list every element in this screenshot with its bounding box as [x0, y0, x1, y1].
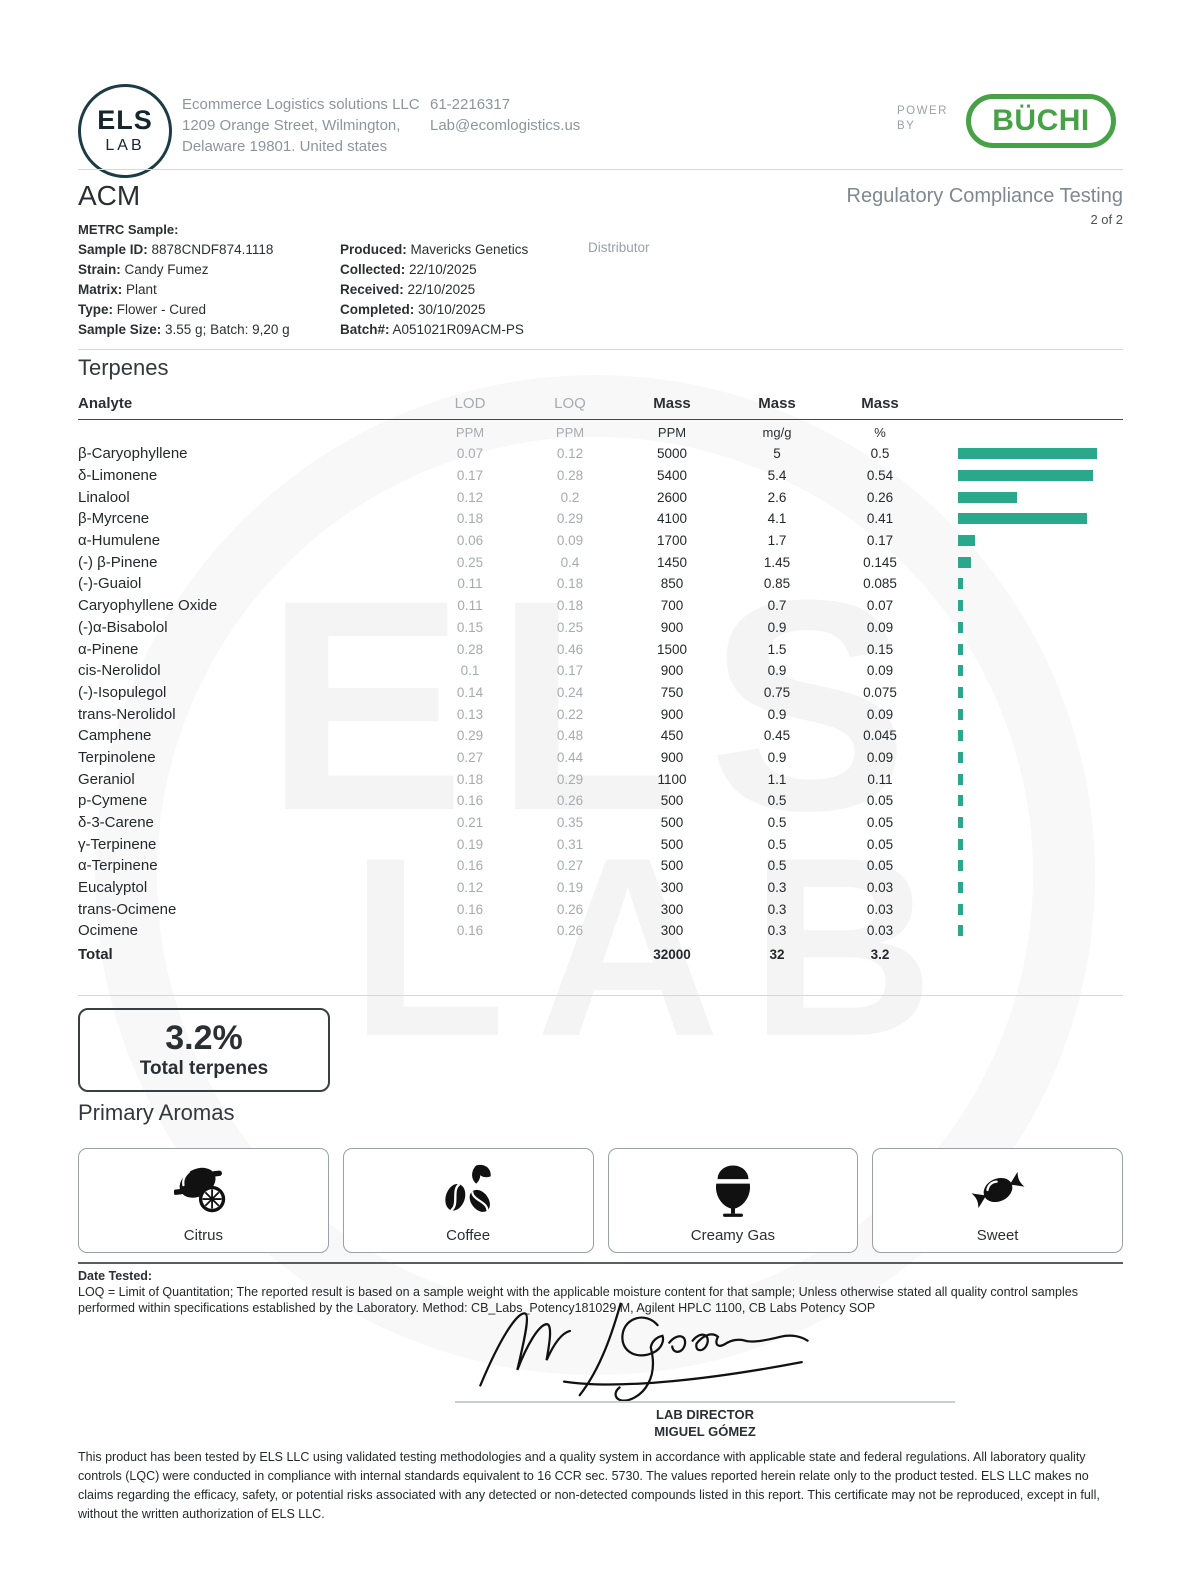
mass-mgg-value: 0.75	[763, 684, 791, 700]
mass-ppm-value: 850	[660, 576, 684, 592]
legal-disclaimer: This product has been tested by ELS LLC using validated testing methodologies and a quality system in accordance with applicable state and federal regulations. All laboratory quality controls (LQC) were conducted in compliance with internal standards equivalent to 16 CCR sec. 5730. The values reported herein relate only to the product tested. ELS LLC makes no claims regarding the efficacy, safety, or potential risks associated with any detected or non-detected compounds listed in this report. This certificate may not be reproduced, except in full, without the written authorization of ELS LLC.	[78, 1450, 1100, 1521]
aroma-label: Creamy Gas	[690, 1227, 775, 1244]
director-title: LAB DIRECTOR	[656, 1407, 754, 1422]
mass-bar	[958, 882, 963, 893]
lod-value: 0.1	[460, 663, 480, 679]
divider	[78, 995, 1123, 996]
mass-pct-value: 0.09	[866, 706, 894, 722]
loq-value: 0.22	[556, 706, 584, 722]
loq-value: 0.29	[556, 511, 584, 527]
buchi-logo: BÜCHI	[966, 94, 1116, 148]
mass-ppm-value: 500	[660, 836, 684, 852]
lod-value: 0.29	[456, 728, 484, 744]
aroma-label: Sweet	[976, 1227, 1019, 1244]
mass-bar-cell	[930, 595, 1123, 617]
report-title: Regulatory Compliance Testing	[846, 185, 1123, 207]
mass-pct-value: 0.03	[866, 880, 894, 896]
table-row	[78, 551, 1123, 573]
mass-bar	[958, 860, 963, 871]
mass-bar-cell	[930, 573, 1123, 595]
mass-bar-cell	[930, 486, 1123, 508]
mass-ppm-value: 500	[660, 858, 684, 874]
client-name: ACM	[78, 180, 141, 211]
analyte-name: cis-Nerolidol	[78, 662, 161, 680]
mass-bar	[958, 925, 963, 936]
mass-bar	[958, 578, 963, 589]
col-lod: LOD	[454, 395, 486, 412]
analyte-name: γ-Terpinene	[78, 835, 157, 853]
mass-ppm-value: 750	[660, 684, 684, 700]
table-row	[78, 465, 1123, 487]
loq-value: 0.28	[556, 468, 584, 484]
mass-bar	[958, 448, 1097, 459]
analyte-name: (-)-Isopulegol	[78, 683, 167, 701]
mass-bar	[958, 774, 963, 785]
table-row	[78, 790, 1123, 812]
lod-value: 0.12	[456, 489, 484, 505]
lod-value: 0.12	[456, 880, 484, 896]
table-row	[78, 812, 1123, 834]
mass-bar	[958, 557, 971, 568]
company-address-line2: Delaware 19801. United states	[182, 138, 388, 155]
lod-value: 0.16	[456, 858, 484, 874]
mass-mgg-value: 1.5	[767, 641, 787, 657]
mass-pct-value: 0.05	[866, 815, 894, 831]
unit-mass-ppm: PPM	[657, 424, 687, 440]
analyte-name: Camphene	[78, 727, 152, 745]
loq-value: 0.31	[556, 836, 584, 852]
mass-bar	[958, 795, 963, 806]
mass-ppm-value: 300	[660, 901, 684, 917]
power-by-label: POWER BY	[897, 105, 948, 132]
unit-loq: PPM	[555, 424, 585, 440]
mass-pct-value: 0.17	[866, 533, 894, 549]
mass-ppm-value: 2600	[656, 489, 688, 505]
mass-bar	[958, 665, 963, 676]
lod-value: 0.19	[456, 836, 484, 852]
mass-pct-value: 0.09	[866, 663, 894, 679]
analyte-name: α-Pinene	[78, 640, 139, 658]
analyte-name: Eucalyptol	[78, 879, 148, 897]
lod-value: 0.18	[456, 511, 484, 527]
mass-ppm-value: 300	[660, 923, 684, 939]
mass-mgg-value: 0.5	[767, 793, 787, 809]
loq-value: 0.18	[556, 598, 584, 614]
total-label: Total	[78, 946, 113, 964]
mass-ppm-value: 5000	[656, 446, 688, 462]
mass-bar-cell	[930, 682, 1123, 704]
mass-bar-cell	[930, 638, 1123, 660]
loq-value: 0.48	[556, 728, 584, 744]
mass-bar-cell	[930, 725, 1123, 747]
lemon-citrus-icon	[174, 1159, 232, 1221]
mass-mgg-value: 0.45	[763, 728, 791, 744]
table-row	[78, 508, 1123, 530]
mass-mgg-value: 0.9	[767, 706, 787, 722]
aroma-card-creamy-gas	[608, 1148, 859, 1253]
mass-pct-value: 0.54	[866, 468, 894, 484]
analyte-name: α-Terpinene	[78, 857, 158, 875]
divider	[78, 169, 1123, 170]
table-header-divider	[78, 419, 1123, 420]
analyte-name: β-Caryophyllene	[78, 445, 188, 463]
analyte-name: trans-Ocimene	[78, 900, 177, 918]
table-row	[78, 768, 1123, 790]
mass-bar	[958, 730, 963, 741]
lod-value: 0.11	[457, 576, 483, 592]
meta-field: Strain: Candy Fumez	[78, 262, 209, 277]
metrc-sample-label: METRC Sample:	[78, 222, 179, 237]
mass-bar-cell	[930, 833, 1123, 855]
analyte-name: (-)α-Bisabolol	[78, 618, 168, 636]
table-row	[78, 682, 1123, 704]
mass-bar	[958, 470, 1093, 481]
mass-pct-value: 0.05	[866, 858, 894, 874]
mass-mgg-value: 0.9	[767, 663, 787, 679]
total-ppm: 32000	[653, 947, 691, 963]
table-header-row	[78, 390, 1123, 417]
mass-bar	[958, 752, 963, 763]
meta-field: Matrix: Plant	[78, 282, 157, 297]
lod-value: 0.25	[456, 554, 484, 570]
loq-value: 0.26	[556, 793, 584, 809]
aroma-card-coffee	[343, 1148, 594, 1253]
total-mgg: 32	[769, 947, 785, 963]
mass-mgg-value: 0.9	[767, 619, 787, 635]
analyte-name: Terpinolene	[78, 748, 156, 766]
aroma-label: Citrus	[183, 1227, 223, 1244]
table-row	[78, 443, 1123, 465]
loq-value: 0.19	[556, 880, 584, 896]
terpene-rows	[78, 443, 1123, 942]
mass-bar-cell	[930, 660, 1123, 682]
mass-mgg-value: 5	[773, 446, 781, 462]
sample-metadata	[78, 240, 290, 340]
mass-mgg-value: 0.3	[767, 880, 787, 896]
company-name: Ecommerce Logistics solutions LLC	[182, 96, 420, 113]
mass-bar-cell	[930, 790, 1123, 812]
lod-value: 0.17	[456, 468, 484, 484]
col-loq: LOQ	[554, 395, 586, 412]
els-lab-logo	[78, 84, 172, 178]
mass-bar-cell	[930, 530, 1123, 552]
total-terpenes-label: Total terpenes	[139, 1057, 269, 1079]
mass-ppm-value: 900	[660, 706, 684, 722]
mass-bar-cell	[930, 551, 1123, 573]
aroma-card-citrus	[78, 1148, 329, 1253]
mass-pct-value: 0.045	[863, 728, 897, 744]
table-row	[78, 617, 1123, 639]
table-row	[78, 833, 1123, 855]
meta-field: Produced: Mavericks Genetics	[340, 242, 529, 257]
mass-pct-value: 0.03	[866, 901, 894, 917]
total-terpenes-box	[78, 1008, 330, 1092]
mass-mgg-value: 0.85	[763, 576, 791, 592]
lod-value: 0.15	[456, 619, 484, 635]
analyte-name: (-)-Guaiol	[78, 575, 142, 593]
analyte-name: (-) β-Pinene	[78, 553, 158, 571]
table-row	[78, 703, 1123, 725]
primary-aromas-title: Primary Aromas	[78, 1100, 235, 1125]
ice-cream-sundae-icon	[704, 1159, 762, 1221]
col-analyte: Analyte	[78, 395, 133, 412]
loq-note: LOQ = Limit of Quantitation; The reported result is based on a sample weight with the applicable moisture content for that sample; Unless otherwise stated all quality control samples performed within specifications established by the Laboratory. Method: CB_Labs_Potency181029.M, Agilent HPLC 1100, CB Labs Potency SOP	[78, 1285, 1078, 1315]
mass-ppm-value: 1700	[656, 533, 688, 549]
mass-pct-value: 0.09	[866, 619, 894, 635]
aroma-cards	[78, 1148, 1123, 1253]
table-row	[78, 530, 1123, 552]
meta-field: Sample ID: 8878CNDF874.1118	[78, 242, 274, 257]
table-total-row	[78, 942, 1123, 968]
lod-value: 0.16	[456, 793, 484, 809]
loq-value: 0.12	[556, 446, 584, 462]
loq-value: 0.46	[556, 641, 584, 657]
analyte-name: Caryophyllene Oxide	[78, 597, 218, 615]
mass-mgg-value: 4.1	[767, 511, 787, 527]
loq-value: 0.25	[556, 619, 584, 635]
mass-pct-value: 0.5	[870, 446, 890, 462]
table-units-row	[78, 421, 1123, 443]
mass-mgg-value: 2.6	[767, 489, 787, 505]
mass-pct-value: 0.03	[866, 923, 894, 939]
analyte-name: δ-Limonene	[78, 467, 158, 485]
mass-ppm-value: 1100	[657, 771, 687, 787]
analyte-name: α-Humulene	[78, 532, 161, 550]
divider	[78, 349, 1123, 350]
mass-mgg-value: 0.5	[767, 836, 787, 852]
mass-ppm-value: 4100	[656, 511, 688, 527]
table-row	[78, 855, 1123, 877]
lod-value: 0.14	[456, 684, 484, 700]
lod-value: 0.07	[456, 446, 484, 462]
mass-bar	[958, 687, 963, 698]
mass-bar-cell	[930, 508, 1123, 530]
table-row	[78, 638, 1123, 660]
meta-field: Sample Size: 3.55 g; Batch: 9,20 g	[78, 322, 290, 337]
mass-ppm-value: 1450	[656, 554, 688, 570]
mass-ppm-value: 5400	[656, 468, 688, 484]
mass-mgg-value: 0.7	[767, 598, 787, 614]
mass-pct-value: 0.07	[866, 598, 894, 614]
mass-ppm-value: 300	[660, 880, 684, 896]
meta-field: Received: 22/10/2025	[340, 282, 476, 297]
lod-value: 0.18	[456, 771, 484, 787]
terpenes-table	[78, 390, 1123, 968]
mass-bar	[958, 904, 963, 915]
mass-bar-cell	[930, 768, 1123, 790]
table-row	[78, 898, 1123, 920]
footer-divider	[78, 1262, 1123, 1264]
lod-value: 0.27	[456, 749, 484, 765]
mass-bar	[958, 622, 963, 633]
mass-bar	[958, 709, 963, 720]
mass-bar	[958, 817, 963, 828]
table-row	[78, 747, 1123, 769]
analyte-name: β-Myrcene	[78, 510, 150, 528]
mass-ppm-value: 1500	[656, 641, 688, 657]
loq-value: 0.2	[560, 489, 580, 505]
candy-icon	[969, 1159, 1027, 1221]
mass-pct-value: 0.05	[866, 793, 894, 809]
loq-value: 0.44	[556, 749, 584, 765]
unit-mass-pct: %	[874, 424, 886, 440]
mass-bar-cell	[930, 747, 1123, 769]
company-info	[182, 94, 420, 157]
email-address[interactable]: Lab@ecomlogistics.us	[430, 117, 581, 134]
mass-bar-cell	[930, 920, 1123, 942]
mass-ppm-value: 900	[660, 749, 684, 765]
col-mass-ppm: Mass	[653, 395, 691, 412]
loq-value: 0.26	[556, 901, 584, 917]
mass-ppm-value: 700	[660, 598, 684, 614]
lod-value: 0.13	[456, 706, 484, 722]
page-number: 2 of 2	[1090, 212, 1123, 227]
mass-bar-cell	[930, 703, 1123, 725]
logo-text-lab: LAB	[105, 136, 145, 154]
lod-value: 0.21	[456, 815, 484, 831]
loq-value: 0.24	[556, 684, 584, 700]
aroma-label: Coffee	[446, 1227, 491, 1244]
loq-value: 0.17	[556, 663, 584, 679]
unit-lod: PPM	[455, 424, 485, 440]
distributor-label: Distributor	[588, 240, 650, 255]
mass-pct-value: 0.15	[866, 641, 894, 657]
mass-ppm-value: 500	[660, 815, 684, 831]
col-mass-pct: Mass	[861, 395, 899, 412]
table-row	[78, 486, 1123, 508]
total-terpenes-value: 3.2%	[165, 1019, 243, 1058]
production-metadata	[340, 240, 528, 340]
meta-field: Type: Flower - Cured	[78, 302, 207, 317]
mass-bar	[958, 644, 963, 655]
mass-mgg-value: 0.5	[767, 815, 787, 831]
mass-bar	[958, 600, 963, 611]
mass-ppm-value: 450	[660, 728, 684, 744]
analyte-name: δ-3-Carene	[78, 814, 154, 832]
mass-bar-cell	[930, 617, 1123, 639]
table-row	[78, 920, 1123, 942]
mass-mgg-value: 5.4	[767, 468, 787, 484]
date-tested-label: Date Tested:	[78, 1269, 153, 1283]
lod-value: 0.28	[456, 641, 484, 657]
mass-mgg-value: 1.7	[767, 533, 787, 549]
loq-value: 0.35	[556, 815, 584, 831]
logo-text-els: ELS	[97, 104, 153, 135]
mass-bar-cell	[930, 898, 1123, 920]
mass-bar	[958, 535, 975, 546]
mass-bar-cell	[930, 465, 1123, 487]
meta-field: Collected: 22/10/2025	[340, 262, 477, 277]
analyte-name: Ocimene	[78, 922, 139, 940]
table-row	[78, 595, 1123, 617]
lod-value: 0.11	[457, 598, 483, 614]
mass-ppm-value: 900	[660, 619, 684, 635]
analyte-name: Linalool	[78, 488, 130, 506]
mass-pct-value: 0.085	[863, 576, 897, 592]
mass-mgg-value: 0.5	[767, 858, 787, 874]
mass-mgg-value: 1.45	[763, 554, 791, 570]
coffee-beans-icon	[439, 1159, 497, 1221]
phone-number: 61-2216317	[430, 96, 511, 113]
mass-pct-value: 0.145	[863, 554, 897, 570]
mass-pct-value: 0.05	[866, 836, 894, 852]
mass-bar	[958, 513, 1087, 524]
contact-info	[430, 94, 580, 136]
mass-pct-value: 0.26	[866, 489, 894, 505]
lod-value: 0.06	[456, 533, 484, 549]
mass-bar-cell	[930, 812, 1123, 834]
aroma-card-sweet	[872, 1148, 1123, 1253]
mass-ppm-value: 900	[660, 663, 684, 679]
mass-bar-cell	[930, 855, 1123, 877]
signature-line	[455, 1401, 955, 1403]
loq-value: 0.29	[556, 771, 584, 787]
mass-mgg-value: 0.3	[767, 901, 787, 917]
mass-bar-cell	[930, 443, 1123, 465]
loq-value: 0.4	[560, 554, 580, 570]
mass-mgg-value: 0.9	[767, 749, 787, 765]
analyte-name: Geraniol	[78, 770, 135, 788]
table-row	[78, 660, 1123, 682]
director-name: MIGUEL GÓMEZ	[654, 1424, 756, 1439]
lod-value: 0.16	[456, 901, 484, 917]
table-row	[78, 725, 1123, 747]
lod-value: 0.16	[456, 923, 484, 939]
table-row	[78, 877, 1123, 899]
mass-pct-value: 0.41	[866, 511, 894, 527]
analyte-name: p-Cymene	[78, 792, 148, 810]
mass-bar-cell	[930, 877, 1123, 899]
loq-value: 0.09	[556, 533, 584, 549]
unit-mass-mgg: mg/g	[762, 424, 792, 440]
mass-mgg-value: 1.1	[767, 771, 787, 787]
loq-value: 0.27	[556, 858, 584, 874]
analyte-name: trans-Nerolidol	[78, 705, 176, 723]
col-mass-mgg: Mass	[758, 395, 796, 412]
mass-pct-value: 0.075	[863, 684, 897, 700]
total-pct: 3.2	[870, 947, 890, 963]
meta-field: Completed: 30/10/2025	[340, 302, 486, 317]
director-signature	[462, 1292, 822, 1404]
table-row	[78, 573, 1123, 595]
loq-value: 0.26	[556, 923, 584, 939]
meta-field: Batch#: A051021R09ACM-PS	[340, 322, 524, 337]
mass-ppm-value: 500	[660, 793, 684, 809]
mass-pct-value: 0.11	[867, 771, 893, 787]
mass-pct-value: 0.09	[866, 749, 894, 765]
mass-mgg-value: 0.3	[767, 923, 787, 939]
loq-value: 0.18	[556, 576, 584, 592]
company-address-line1: 1209 Orange Street, Wilmington,	[182, 117, 401, 134]
mass-bar	[958, 492, 1017, 503]
mass-bar	[958, 839, 963, 850]
terpenes-section-title: Terpenes	[78, 355, 169, 380]
